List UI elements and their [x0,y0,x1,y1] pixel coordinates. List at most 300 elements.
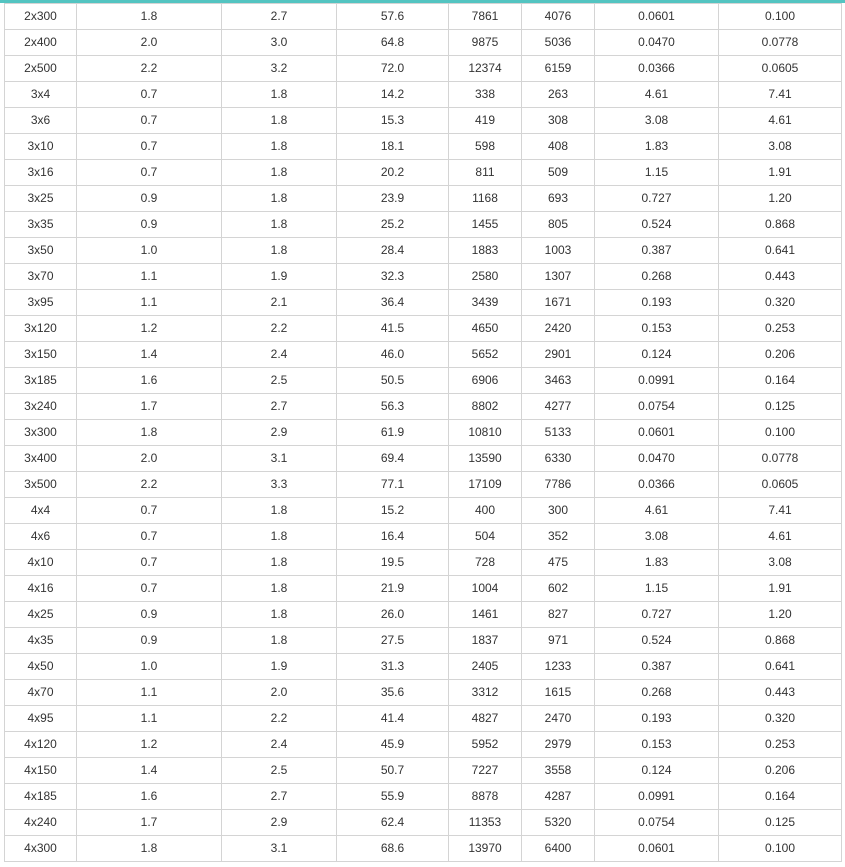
table-cell: 4287 [522,784,595,810]
table-cell: 4x120 [5,732,77,758]
table-cell: 2.0 [222,680,337,706]
table-cell: 6400 [522,836,595,862]
table-cell: 2580 [449,264,522,290]
table-cell: 5036 [522,30,595,56]
table-row [5,472,842,498]
table-cell: 1671 [522,290,595,316]
table-cell: 1.8 [77,420,222,446]
table-cell: 0.100 [719,420,842,446]
table-cell: 728 [449,550,522,576]
table-cell: 0.641 [719,238,842,264]
table-cell: 0.164 [719,368,842,394]
table-cell: 3312 [449,680,522,706]
table-cell: 55.9 [337,784,449,810]
table-cell: 3x95 [5,290,77,316]
table-cell: 602 [522,576,595,602]
table-cell: 9875 [449,30,522,56]
table-cell: 3x120 [5,316,77,342]
table-row [5,30,842,56]
table-cell: 28.4 [337,238,449,264]
table-cell: 31.3 [337,654,449,680]
table-cell: 0.641 [719,654,842,680]
table-cell: 4827 [449,706,522,732]
table-cell: 0.9 [77,602,222,628]
table-cell: 1.83 [595,134,719,160]
table-cell: 1.91 [719,576,842,602]
table-cell: 8802 [449,394,522,420]
table-cell: 0.253 [719,316,842,342]
table-row [5,784,842,810]
table-row [5,4,842,30]
table-cell: 25.2 [337,212,449,238]
table-cell: 1.91 [719,160,842,186]
table-cell: 2470 [522,706,595,732]
table-row [5,576,842,602]
table-cell: 1.8 [222,498,337,524]
table-cell: 3x35 [5,212,77,238]
table-cell: 1455 [449,212,522,238]
table-cell: 0.193 [595,290,719,316]
table-cell: 693 [522,186,595,212]
table-cell: 62.4 [337,810,449,836]
table-cell: 1.8 [222,602,337,628]
table-cell: 4x35 [5,628,77,654]
table-cell: 1.7 [77,810,222,836]
table-cell: 0.320 [719,706,842,732]
table-row [5,290,842,316]
table-cell: 21.9 [337,576,449,602]
table-cell: 338 [449,82,522,108]
table-cell: 3439 [449,290,522,316]
table-cell: 2.0 [77,446,222,472]
table-row [5,316,842,342]
table-cell: 2.2 [77,56,222,82]
table-cell: 1.2 [77,732,222,758]
table-cell: 7.41 [719,82,842,108]
table-cell: 2.5 [222,758,337,784]
table-cell: 2.2 [222,706,337,732]
table-cell: 0.7 [77,108,222,134]
table-cell: 408 [522,134,595,160]
table-cell: 5320 [522,810,595,836]
table-cell: 2.2 [222,316,337,342]
table-cell: 2.4 [222,342,337,368]
table-cell: 971 [522,628,595,654]
table-cell: 0.0470 [595,446,719,472]
table-cell: 2.7 [222,784,337,810]
table-cell: 0.206 [719,758,842,784]
table-cell: 2x300 [5,4,77,30]
table-cell: 50.5 [337,368,449,394]
table-cell: 0.0601 [595,420,719,446]
table-cell: 0.268 [595,264,719,290]
table-cell: 3x25 [5,186,77,212]
table-cell: 1.7 [77,394,222,420]
table-cell: 13590 [449,446,522,472]
table-cell: 7786 [522,472,595,498]
table-cell: 811 [449,160,522,186]
table-row [5,836,842,862]
table-row [5,238,842,264]
table-row [5,212,842,238]
table-cell: 7861 [449,4,522,30]
table-cell: 4x240 [5,810,77,836]
table-cell: 4277 [522,394,595,420]
table-row [5,82,842,108]
table-cell: 10810 [449,420,522,446]
table-cell: 263 [522,82,595,108]
table-cell: 4x95 [5,706,77,732]
table-cell: 56.3 [337,394,449,420]
table-cell: 0.7 [77,160,222,186]
table-cell: 1.15 [595,160,719,186]
table-cell: 0.387 [595,654,719,680]
table-cell: 3463 [522,368,595,394]
table-cell: 1.6 [77,368,222,394]
table-cell: 3x16 [5,160,77,186]
table-cell: 0.153 [595,732,719,758]
table-cell: 0.7 [77,498,222,524]
table-cell: 4x25 [5,602,77,628]
table-cell: 0.100 [719,836,842,862]
table-cell: 4x4 [5,498,77,524]
table-row [5,160,842,186]
table-cell: 1.1 [77,680,222,706]
table-cell: 68.6 [337,836,449,862]
table-cell: 3x185 [5,368,77,394]
table-row [5,810,842,836]
table-cell: 16.4 [337,524,449,550]
table-cell: 2.9 [222,420,337,446]
table-row [5,524,842,550]
table-cell: 4.61 [595,82,719,108]
table-cell: 0.7 [77,576,222,602]
table-cell: 2.2 [77,472,222,498]
table-cell: 0.268 [595,680,719,706]
table-row [5,732,842,758]
table-row [5,654,842,680]
table-cell: 0.443 [719,264,842,290]
table-cell: 4x150 [5,758,77,784]
table-row [5,56,842,82]
table-cell: 827 [522,602,595,628]
table-cell: 0.124 [595,342,719,368]
table-cell: 504 [449,524,522,550]
table-row [5,602,842,628]
table-cell: 2x500 [5,56,77,82]
table-cell: 1.15 [595,576,719,602]
table-cell: 1.8 [222,524,337,550]
table-cell: 509 [522,160,595,186]
table-cell: 1233 [522,654,595,680]
table-cell: 0.0601 [595,4,719,30]
table-cell: 0.9 [77,212,222,238]
table-cell: 20.2 [337,160,449,186]
table-row [5,706,842,732]
table-cell: 0.125 [719,810,842,836]
table-row [5,420,842,446]
table-cell: 3x400 [5,446,77,472]
table-cell: 17109 [449,472,522,498]
table-cell: 2405 [449,654,522,680]
table-cell: 3.08 [719,550,842,576]
table-cell: 3x6 [5,108,77,134]
table-cell: 3558 [522,758,595,784]
table-cell: 50.7 [337,758,449,784]
table-cell: 1.8 [77,836,222,862]
table-cell: 0.0605 [719,472,842,498]
table-cell: 1307 [522,264,595,290]
table-cell: 6906 [449,368,522,394]
table-cell: 14.2 [337,82,449,108]
table-cell: 8878 [449,784,522,810]
table-cell: 2420 [522,316,595,342]
table-cell: 12374 [449,56,522,82]
table-cell: 69.4 [337,446,449,472]
table-cell: 475 [522,550,595,576]
table-cell: 64.8 [337,30,449,56]
table-cell: 1.1 [77,264,222,290]
table-row [5,368,842,394]
table-cell: 0.524 [595,628,719,654]
table-cell: 3.08 [595,524,719,550]
table-cell: 3x300 [5,420,77,446]
table-cell: 0.7 [77,524,222,550]
table-cell: 3x70 [5,264,77,290]
table-cell: 1.9 [222,264,337,290]
table-cell: 308 [522,108,595,134]
table-cell: 4.61 [719,524,842,550]
table-cell: 2.9 [222,810,337,836]
table-cell: 1.8 [222,108,337,134]
table-cell: 5952 [449,732,522,758]
table-cell: 6159 [522,56,595,82]
table-row [5,680,842,706]
cable-spec-table [4,3,842,862]
table-cell: 1883 [449,238,522,264]
table-row [5,186,842,212]
table-cell: 26.0 [337,602,449,628]
table-cell: 0.0605 [719,56,842,82]
table-cell: 400 [449,498,522,524]
table-cell: 23.9 [337,186,449,212]
table-cell: 0.124 [595,758,719,784]
table-cell: 46.0 [337,342,449,368]
table-cell: 3.08 [595,108,719,134]
table-cell: 0.0778 [719,30,842,56]
table-cell: 0.153 [595,316,719,342]
table-row [5,342,842,368]
table-cell: 4x6 [5,524,77,550]
table-cell: 32.3 [337,264,449,290]
table-cell: 1004 [449,576,522,602]
table-container [4,3,841,862]
table-cell: 3x150 [5,342,77,368]
table-cell: 72.0 [337,56,449,82]
table-row [5,758,842,784]
table-cell: 45.9 [337,732,449,758]
table-cell: 0.9 [77,186,222,212]
table-cell: 19.5 [337,550,449,576]
table-row [5,550,842,576]
table-cell: 1.8 [222,212,337,238]
table-cell: 1461 [449,602,522,628]
table-cell: 4076 [522,4,595,30]
table-cell: 0.7 [77,550,222,576]
table-cell: 41.4 [337,706,449,732]
table-cell: 0.0366 [595,56,719,82]
table-cell: 3.3 [222,472,337,498]
table-row [5,134,842,160]
table-cell: 1.6 [77,784,222,810]
table-cell: 0.0778 [719,446,842,472]
table-cell: 2901 [522,342,595,368]
table-cell: 0.320 [719,290,842,316]
table-cell: 2.1 [222,290,337,316]
table-cell: 0.0601 [595,836,719,862]
table-cell: 1.0 [77,654,222,680]
table-cell: 0.0991 [595,368,719,394]
table-cell: 15.2 [337,498,449,524]
table-cell: 7.41 [719,498,842,524]
table-cell: 0.193 [595,706,719,732]
table-cell: 1.8 [222,82,337,108]
table-cell: 1.20 [719,602,842,628]
table-cell: 2.7 [222,394,337,420]
table-cell: 0.253 [719,732,842,758]
table-cell: 0.0991 [595,784,719,810]
table-cell: 4.61 [595,498,719,524]
table-cell: 1.8 [222,628,337,654]
table-cell: 4x300 [5,836,77,862]
table-row [5,394,842,420]
table-cell: 3x50 [5,238,77,264]
table-cell: 5133 [522,420,595,446]
table-cell: 1837 [449,628,522,654]
table-cell: 4x185 [5,784,77,810]
table-cell: 4650 [449,316,522,342]
table-cell: 2.4 [222,732,337,758]
table-cell: 0.868 [719,212,842,238]
table-cell: 0.0754 [595,394,719,420]
table-cell: 6330 [522,446,595,472]
table-cell: 3x500 [5,472,77,498]
table-cell: 0.100 [719,4,842,30]
table-cell: 18.1 [337,134,449,160]
table-cell: 0.868 [719,628,842,654]
table-cell: 805 [522,212,595,238]
table-cell: 3.0 [222,30,337,56]
table-cell: 1003 [522,238,595,264]
table-row [5,446,842,472]
table-cell: 35.6 [337,680,449,706]
table-cell: 13970 [449,836,522,862]
table-body [5,4,842,862]
table-cell: 4x70 [5,680,77,706]
table-cell: 0.443 [719,680,842,706]
table-cell: 419 [449,108,522,134]
table-cell: 2.5 [222,368,337,394]
table-cell: 3x4 [5,82,77,108]
table-cell: 0.7 [77,134,222,160]
table-cell: 0.727 [595,602,719,628]
table-cell: 77.1 [337,472,449,498]
table-cell: 2979 [522,732,595,758]
table-cell: 0.0470 [595,30,719,56]
table-cell: 4.61 [719,108,842,134]
table-cell: 1.8 [222,134,337,160]
table-row [5,264,842,290]
table-cell: 4x16 [5,576,77,602]
table-cell: 1.0 [77,238,222,264]
table-cell: 2x400 [5,30,77,56]
table-cell: 2.0 [77,30,222,56]
table-cell: 3.1 [222,836,337,862]
table-cell: 41.5 [337,316,449,342]
table-cell: 0.125 [719,394,842,420]
table-row [5,498,842,524]
table-cell: 61.9 [337,420,449,446]
table-row [5,108,842,134]
table-cell: 0.727 [595,186,719,212]
table-cell: 1.4 [77,342,222,368]
table-cell: 1.9 [222,654,337,680]
table-cell: 0.9 [77,628,222,654]
table-cell: 1.1 [77,290,222,316]
table-cell: 0.524 [595,212,719,238]
table-cell: 1.2 [77,316,222,342]
table-cell: 1.8 [222,186,337,212]
table-cell: 4x10 [5,550,77,576]
table-cell: 1.8 [222,238,337,264]
table-cell: 1.8 [222,576,337,602]
table-cell: 598 [449,134,522,160]
table-cell: 1.1 [77,706,222,732]
table-row [5,628,842,654]
table-cell: 300 [522,498,595,524]
table-cell: 1.8 [222,550,337,576]
table-cell: 1.20 [719,186,842,212]
table-cell: 3.1 [222,446,337,472]
table-cell: 27.5 [337,628,449,654]
table-cell: 11353 [449,810,522,836]
table-cell: 7227 [449,758,522,784]
table-cell: 0.7 [77,82,222,108]
table-cell: 4x50 [5,654,77,680]
table-cell: 1168 [449,186,522,212]
table-cell: 5652 [449,342,522,368]
table-cell: 36.4 [337,290,449,316]
table-cell: 3x10 [5,134,77,160]
table-cell: 1.8 [222,160,337,186]
table-cell: 3x240 [5,394,77,420]
table-cell: 1.8 [77,4,222,30]
table-cell: 0.387 [595,238,719,264]
table-cell: 1.83 [595,550,719,576]
table-cell: 3.2 [222,56,337,82]
table-cell: 0.164 [719,784,842,810]
table-cell: 352 [522,524,595,550]
table-cell: 57.6 [337,4,449,30]
table-cell: 0.206 [719,342,842,368]
table-cell: 0.0366 [595,472,719,498]
table-cell: 2.7 [222,4,337,30]
table-cell: 3.08 [719,134,842,160]
table-cell: 0.0754 [595,810,719,836]
table-cell: 1.4 [77,758,222,784]
table-cell: 15.3 [337,108,449,134]
table-cell: 1615 [522,680,595,706]
